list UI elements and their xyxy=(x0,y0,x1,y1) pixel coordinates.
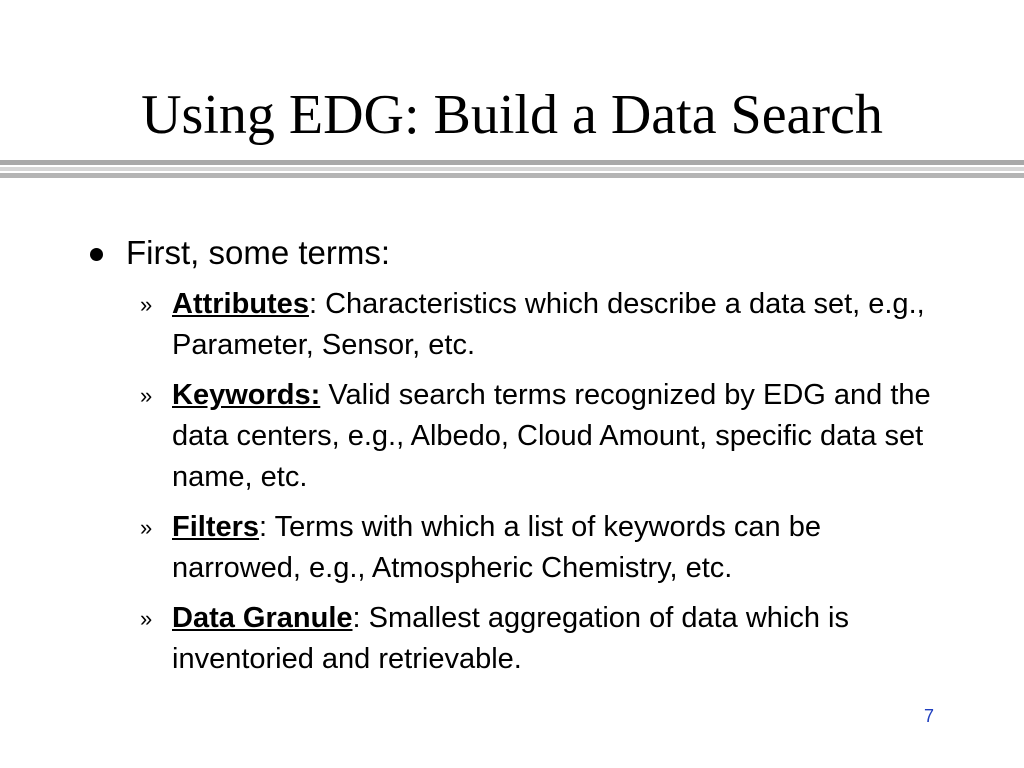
term-description xyxy=(172,284,952,366)
term-description xyxy=(172,598,952,680)
chevron-marker-icon: » xyxy=(140,383,153,408)
term-definition: : Smallest aggregation of data which is inventoried and retrievable. xyxy=(172,602,849,675)
main-bullet xyxy=(90,231,390,275)
term-item-keywords xyxy=(140,375,960,498)
term-description xyxy=(172,507,952,589)
chevron-marker-icon: » xyxy=(140,606,153,631)
slide-title: Using EDG: Build a Data Search xyxy=(141,84,883,146)
term-description xyxy=(172,375,952,498)
main-bullet-text: First, some terms: xyxy=(126,234,391,271)
term-label: Keywords: xyxy=(172,379,321,411)
term-label: Data Granule xyxy=(172,602,353,634)
term-definition: : Characteristics which describe a data set, e.g., Parameter, Sensor, etc. xyxy=(172,288,925,361)
term-item-attributes xyxy=(140,284,960,366)
title-divider-top xyxy=(0,160,1024,165)
term-definition: Valid search terms recognized by EDG and the data centers, e.g., Albedo, Cloud Amount, specific data set name, etc. xyxy=(172,379,931,493)
term-item-data-granule xyxy=(140,598,960,680)
page-number: 7 xyxy=(924,706,935,726)
chevron-marker-icon: » xyxy=(140,515,153,540)
term-definition: : Terms with which a list of keywords can be narrowed, e.g., Atmospheric Chemistry, etc. xyxy=(172,511,821,584)
term-item-filters xyxy=(140,507,960,589)
bullet-dot-icon xyxy=(90,248,103,261)
term-label: Attributes xyxy=(172,288,309,320)
term-label: Filters xyxy=(172,511,260,543)
title-divider-bottom xyxy=(0,173,1024,178)
chevron-marker-icon: » xyxy=(140,292,153,317)
title-divider-middle xyxy=(0,167,1024,171)
terms-list xyxy=(140,284,960,689)
